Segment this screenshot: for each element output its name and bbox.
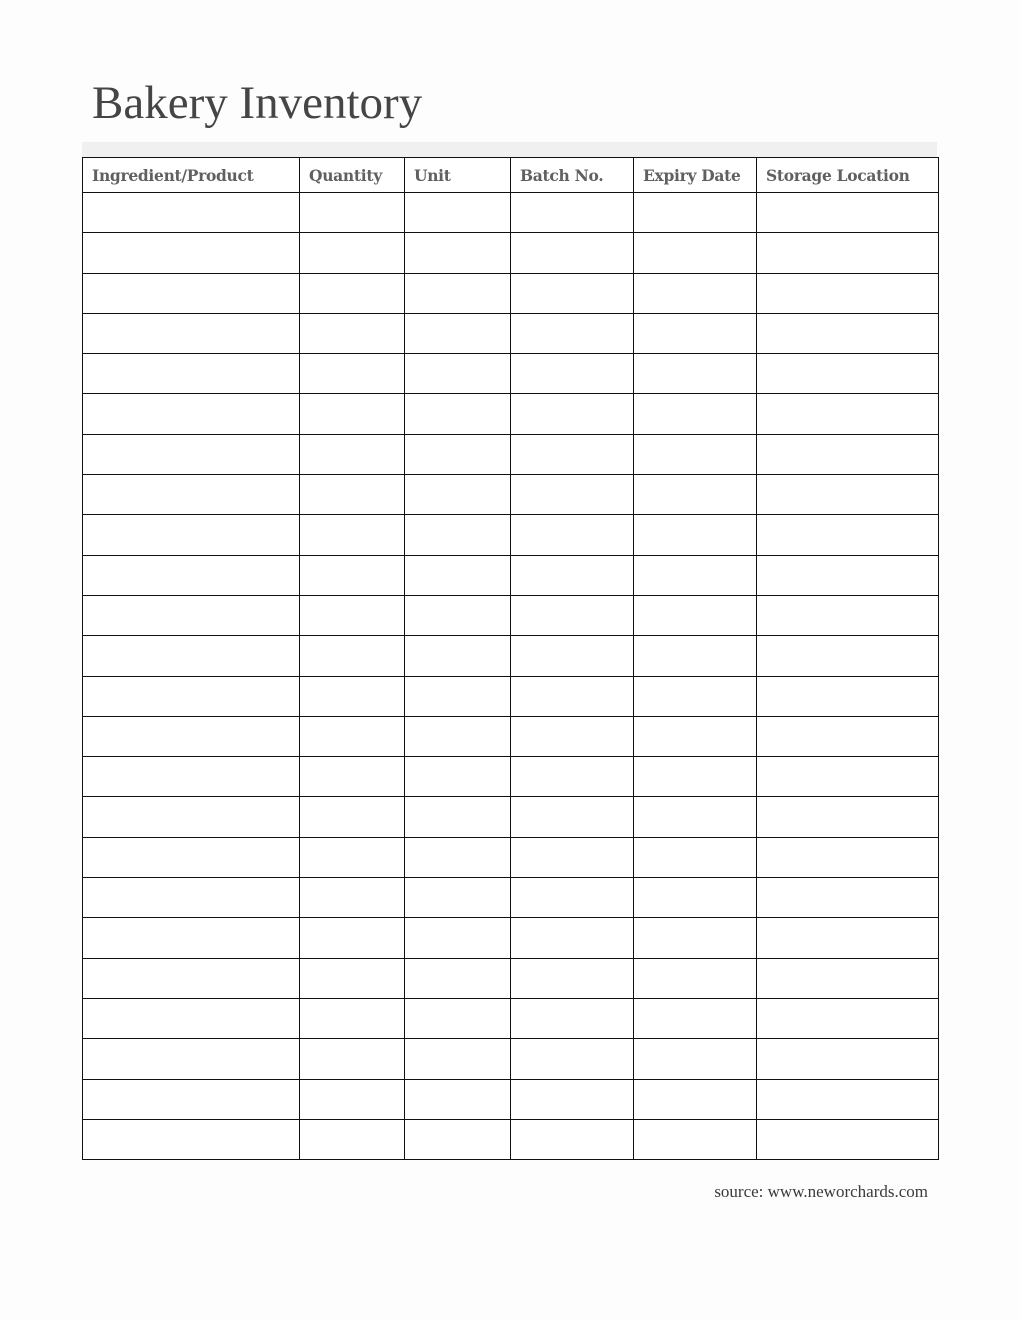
col-header-ingredient-product: Ingredient/Product: [83, 158, 300, 193]
cell-storage-location[interactable]: [757, 716, 939, 756]
cell-storage-location[interactable]: [757, 434, 939, 474]
cell-expiry-date[interactable]: [634, 1119, 757, 1159]
table-row: [83, 676, 939, 716]
cell-quantity[interactable]: [300, 394, 405, 434]
cell-ingredient-product[interactable]: [83, 676, 300, 716]
table-row: [83, 1079, 939, 1119]
col-header-quantity: Quantity: [300, 158, 405, 193]
cell-quantity[interactable]: [300, 273, 405, 313]
table-row: [83, 716, 939, 756]
table-row: [83, 394, 939, 434]
cell-unit[interactable]: [405, 555, 511, 595]
cell-unit[interactable]: [405, 394, 511, 434]
cell-quantity[interactable]: [300, 797, 405, 837]
cell-quantity[interactable]: [300, 313, 405, 353]
cell-storage-location[interactable]: [757, 313, 939, 353]
cell-storage-location[interactable]: [757, 797, 939, 837]
cell-quantity[interactable]: [300, 918, 405, 958]
cell-unit[interactable]: [405, 998, 511, 1038]
table-row: [83, 515, 939, 555]
cell-quantity[interactable]: [300, 233, 405, 273]
cell-expiry-date[interactable]: [634, 676, 757, 716]
cell-storage-location[interactable]: [757, 676, 939, 716]
cell-batch-no[interactable]: [511, 434, 634, 474]
cell-ingredient-product[interactable]: [83, 555, 300, 595]
cell-quantity[interactable]: [300, 515, 405, 555]
cell-batch-no[interactable]: [511, 1119, 634, 1159]
cell-expiry-date[interactable]: [634, 1039, 757, 1079]
cell-storage-location[interactable]: [757, 636, 939, 676]
cell-storage-location[interactable]: [757, 193, 939, 233]
cell-quantity[interactable]: [300, 1079, 405, 1119]
cell-batch-no[interactable]: [511, 233, 634, 273]
cell-batch-no[interactable]: [511, 595, 634, 635]
cell-ingredient-product[interactable]: [83, 998, 300, 1038]
cell-batch-no[interactable]: [511, 1079, 634, 1119]
cell-storage-location[interactable]: [757, 1039, 939, 1079]
cell-expiry-date[interactable]: [634, 636, 757, 676]
col-header-storage-location: Storage Location: [757, 158, 939, 193]
cell-batch-no[interactable]: [511, 394, 634, 434]
cell-unit[interactable]: [405, 878, 511, 918]
cell-batch-no[interactable]: [511, 555, 634, 595]
table-row: [83, 595, 939, 635]
table-row: [83, 878, 939, 918]
cell-quantity[interactable]: [300, 475, 405, 515]
cell-expiry-date[interactable]: [634, 515, 757, 555]
cell-expiry-date[interactable]: [634, 757, 757, 797]
cell-expiry-date[interactable]: [634, 797, 757, 837]
cell-storage-location[interactable]: [757, 354, 939, 394]
cell-quantity[interactable]: [300, 998, 405, 1038]
cell-unit[interactable]: [405, 515, 511, 555]
cell-quantity[interactable]: [300, 757, 405, 797]
cell-quantity[interactable]: [300, 595, 405, 635]
cell-storage-location[interactable]: [757, 273, 939, 313]
cell-storage-location[interactable]: [757, 918, 939, 958]
col-header-batch-no: Batch No.: [511, 158, 634, 193]
cell-ingredient-product[interactable]: [83, 354, 300, 394]
table-row: [83, 313, 939, 353]
cell-unit[interactable]: [405, 313, 511, 353]
table-row: [83, 193, 939, 233]
cell-expiry-date[interactable]: [634, 1079, 757, 1119]
cell-expiry-date[interactable]: [634, 233, 757, 273]
cell-quantity[interactable]: [300, 555, 405, 595]
col-header-unit: Unit: [405, 158, 511, 193]
cell-expiry-date[interactable]: [634, 998, 757, 1038]
cell-ingredient-product[interactable]: [83, 233, 300, 273]
cell-batch-no[interactable]: [511, 475, 634, 515]
cell-expiry-date[interactable]: [634, 193, 757, 233]
cell-quantity[interactable]: [300, 1039, 405, 1079]
cell-batch-no[interactable]: [511, 716, 634, 756]
cell-quantity[interactable]: [300, 354, 405, 394]
cell-quantity[interactable]: [300, 636, 405, 676]
cell-quantity[interactable]: [300, 193, 405, 233]
cell-quantity[interactable]: [300, 837, 405, 877]
cell-expiry-date[interactable]: [634, 555, 757, 595]
header-band: [82, 142, 937, 157]
table-row: [83, 998, 939, 1038]
table-row: [83, 475, 939, 515]
cell-storage-location[interactable]: [757, 878, 939, 918]
cell-quantity[interactable]: [300, 958, 405, 998]
cell-batch-no[interactable]: [511, 273, 634, 313]
cell-expiry-date[interactable]: [634, 273, 757, 313]
cell-ingredient-product[interactable]: [83, 797, 300, 837]
table-row: [83, 233, 939, 273]
cell-storage-location[interactable]: [757, 595, 939, 635]
cell-storage-location[interactable]: [757, 515, 939, 555]
table-row: [83, 837, 939, 877]
cell-storage-location[interactable]: [757, 958, 939, 998]
cell-batch-no[interactable]: [511, 676, 634, 716]
cell-batch-no[interactable]: [511, 918, 634, 958]
cell-batch-no[interactable]: [511, 515, 634, 555]
table-row: [83, 555, 939, 595]
cell-batch-no[interactable]: [511, 757, 634, 797]
cell-unit[interactable]: [405, 1079, 511, 1119]
cell-ingredient-product[interactable]: [83, 313, 300, 353]
cell-expiry-date[interactable]: [634, 394, 757, 434]
cell-ingredient-product[interactable]: [83, 716, 300, 756]
cell-unit[interactable]: [405, 273, 511, 313]
cell-ingredient-product[interactable]: [83, 878, 300, 918]
cell-batch-no[interactable]: [511, 313, 634, 353]
cell-expiry-date[interactable]: [634, 878, 757, 918]
cell-ingredient-product[interactable]: [83, 1119, 300, 1159]
cell-ingredient-product[interactable]: [83, 475, 300, 515]
cell-ingredient-product[interactable]: [83, 394, 300, 434]
cell-unit[interactable]: [405, 233, 511, 273]
cell-expiry-date[interactable]: [634, 434, 757, 474]
cell-expiry-date[interactable]: [634, 354, 757, 394]
cell-ingredient-product[interactable]: [83, 958, 300, 998]
cell-quantity[interactable]: [300, 434, 405, 474]
cell-storage-location[interactable]: [757, 233, 939, 273]
table-row: [83, 1039, 939, 1079]
cell-expiry-date[interactable]: [634, 837, 757, 877]
cell-storage-location[interactable]: [757, 998, 939, 1038]
cell-storage-location[interactable]: [757, 475, 939, 515]
table-row: [83, 918, 939, 958]
cell-unit[interactable]: [405, 757, 511, 797]
cell-unit[interactable]: [405, 636, 511, 676]
cell-ingredient-product[interactable]: [83, 1039, 300, 1079]
cell-unit[interactable]: [405, 1119, 511, 1159]
cell-ingredient-product[interactable]: [83, 273, 300, 313]
cell-batch-no[interactable]: [511, 354, 634, 394]
cell-ingredient-product[interactable]: [83, 1079, 300, 1119]
cell-storage-location[interactable]: [757, 1079, 939, 1119]
cell-ingredient-product[interactable]: [83, 918, 300, 958]
table-row: [83, 757, 939, 797]
cell-unit[interactable]: [405, 193, 511, 233]
cell-expiry-date[interactable]: [634, 716, 757, 756]
cell-batch-no[interactable]: [511, 636, 634, 676]
cell-storage-location[interactable]: [757, 1119, 939, 1159]
cell-unit[interactable]: [405, 716, 511, 756]
cell-storage-location[interactable]: [757, 555, 939, 595]
col-header-expiry-date: Expiry Date: [634, 158, 757, 193]
table-row: [83, 1119, 939, 1159]
cell-ingredient-product[interactable]: [83, 757, 300, 797]
cell-expiry-date[interactable]: [634, 475, 757, 515]
cell-unit[interactable]: [405, 1039, 511, 1079]
cell-unit[interactable]: [405, 676, 511, 716]
cell-expiry-date[interactable]: [634, 313, 757, 353]
cell-quantity[interactable]: [300, 676, 405, 716]
cell-unit[interactable]: [405, 354, 511, 394]
cell-expiry-date[interactable]: [634, 918, 757, 958]
cell-batch-no[interactable]: [511, 958, 634, 998]
table-row: [83, 636, 939, 676]
cell-ingredient-product[interactable]: [83, 515, 300, 555]
cell-ingredient-product[interactable]: [83, 636, 300, 676]
table-row: [83, 958, 939, 998]
cell-batch-no[interactable]: [511, 878, 634, 918]
cell-expiry-date[interactable]: [634, 958, 757, 998]
cell-storage-location[interactable]: [757, 837, 939, 877]
cell-ingredient-product[interactable]: [83, 193, 300, 233]
cell-unit[interactable]: [405, 958, 511, 998]
cell-unit[interactable]: [405, 918, 511, 958]
inventory-table: [82, 157, 939, 1160]
cell-unit[interactable]: [405, 595, 511, 635]
cell-quantity[interactable]: [300, 878, 405, 918]
cell-unit[interactable]: [405, 797, 511, 837]
cell-batch-no[interactable]: [511, 837, 634, 877]
cell-unit[interactable]: [405, 434, 511, 474]
cell-unit[interactable]: [405, 475, 511, 515]
table-header-row: [83, 158, 939, 193]
cell-quantity[interactable]: [300, 1119, 405, 1159]
source-credit: source: www.neworchards.com: [714, 1182, 928, 1201]
table-row: [83, 273, 939, 313]
table-row: [83, 797, 939, 837]
cell-batch-no[interactable]: [511, 998, 634, 1038]
cell-batch-no[interactable]: [511, 193, 634, 233]
cell-ingredient-product[interactable]: [83, 595, 300, 635]
cell-batch-no[interactable]: [511, 1039, 634, 1079]
cell-storage-location[interactable]: [757, 394, 939, 434]
cell-storage-location[interactable]: [757, 757, 939, 797]
cell-ingredient-product[interactable]: [83, 434, 300, 474]
cell-expiry-date[interactable]: [634, 595, 757, 635]
page-title: Bakery Inventory: [92, 77, 423, 129]
cell-quantity[interactable]: [300, 716, 405, 756]
table-row: [83, 434, 939, 474]
cell-unit[interactable]: [405, 837, 511, 877]
table-row: [83, 354, 939, 394]
cell-ingredient-product[interactable]: [83, 837, 300, 877]
cell-batch-no[interactable]: [511, 797, 634, 837]
